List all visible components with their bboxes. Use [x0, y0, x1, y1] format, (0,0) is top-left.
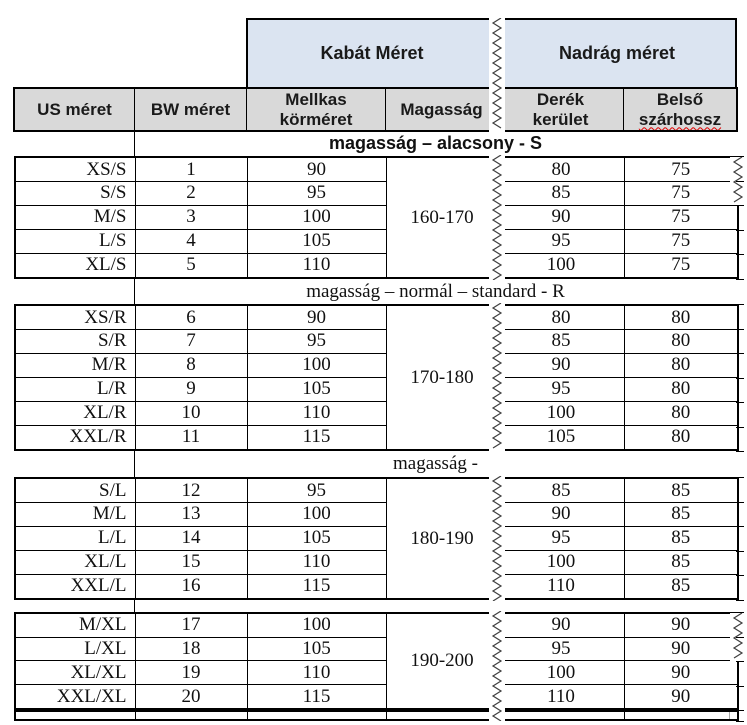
column-header-bw-label: BW méret: [150, 99, 231, 119]
row-border-tick: [736, 378, 744, 379]
row-border-tick: [736, 279, 744, 280]
size-row: [15, 401, 738, 425]
cell-bw-meret: 2: [135, 182, 247, 206]
cell-bw-meret: 1: [135, 157, 247, 182]
row-border-tick: [736, 402, 744, 403]
cell-derek-kerulet: 90: [498, 503, 624, 527]
cell-mellkas-kormeret: 105: [247, 526, 386, 550]
cell-bw-meret: 10: [135, 401, 247, 425]
size-row: [15, 229, 738, 253]
cell-us-meret: XL/R: [15, 401, 135, 425]
row-border-tick: [736, 205, 744, 206]
cell-derek-kerulet: 100: [498, 550, 624, 574]
cell-belso-szarhossz: 90: [624, 613, 738, 637]
column-header-us-meret: [14, 88, 135, 131]
section-label-row: [134, 600, 737, 612]
row-border-tick: [736, 661, 744, 662]
cell-belso-szarhossz: 80: [624, 305, 738, 330]
row-border-tick: [736, 710, 744, 711]
cell-us-meret: S/L: [15, 478, 135, 503]
cell-derek-kerulet: 105: [498, 425, 624, 450]
cell-belso-szarhossz: 80: [624, 401, 738, 425]
cell-bw-meret: 8: [135, 353, 247, 377]
cell-us-meret: XXL/R: [15, 425, 135, 450]
column-header-derek-line1: Derék: [536, 89, 585, 109]
column-divider-line: [134, 131, 135, 156]
cell-us-meret: XS/R: [15, 305, 135, 330]
row-border-tick: [736, 477, 744, 478]
cell-us-meret: XS/S: [15, 157, 135, 182]
row-border-tick: [736, 230, 744, 231]
size-row: [15, 425, 738, 450]
empty-cell: [15, 711, 135, 720]
cell-bw-meret: 14: [135, 526, 247, 550]
size-row: [15, 613, 738, 637]
row-border-tick: [736, 502, 744, 503]
cell-mellkas-kormeret: 105: [247, 377, 386, 401]
cell-derek-kerulet: 110: [498, 574, 624, 599]
row-border-tick: [736, 686, 744, 687]
cell-derek-kerulet: 85: [498, 478, 624, 503]
column-divider-line: [134, 600, 135, 612]
cell-derek-kerulet: 95: [498, 229, 624, 253]
cell-mellkas-kormeret: 105: [247, 229, 386, 253]
size-row: [15, 685, 738, 709]
cell-derek-kerulet: 95: [498, 637, 624, 661]
cell-us-meret: M/R: [15, 353, 135, 377]
empty-cell: [498, 711, 624, 720]
row-border-tick: [736, 254, 744, 255]
column-divider-line: [134, 451, 135, 477]
column-header-magassag-label: Magasság: [400, 99, 483, 119]
cell-belso-szarhossz: 85: [624, 478, 738, 503]
empty-cell: [386, 711, 498, 720]
column-divider-line: [134, 279, 135, 304]
cell-bw-meret: 19: [135, 661, 247, 685]
section-label-row: magasság – normál – standard - R: [306, 280, 565, 302]
cell-us-meret: XL/XL: [15, 661, 135, 685]
cell-belso-szarhossz: 80: [624, 377, 738, 401]
cell-bw-meret: 18: [135, 637, 247, 661]
size-row: [15, 182, 738, 206]
cell-mellkas-kormeret: 110: [247, 253, 386, 278]
cell-belso-szarhossz: 80: [624, 330, 738, 354]
empty-cell: [624, 711, 738, 720]
cell-mellkas-kormeret: 100: [247, 503, 386, 527]
row-border-tick: [736, 575, 744, 576]
cell-mellkas-kormeret: 115: [247, 574, 386, 599]
column-header-us-label: US méret: [37, 99, 112, 119]
cell-us-meret: XXL/L: [15, 574, 135, 599]
size-row: [15, 574, 738, 599]
row-border-tick: [736, 329, 744, 330]
row-border-tick: [736, 551, 744, 552]
cell-derek-kerulet: 80: [498, 157, 624, 182]
cell-mellkas-kormeret: 90: [247, 305, 386, 330]
cell-bw-meret: 6: [135, 305, 247, 330]
row-border-tick: [736, 181, 744, 182]
column-header-derek-kerulet: [497, 88, 624, 131]
cell-derek-kerulet: 95: [498, 377, 624, 401]
cell-mellkas-kormeret: 90: [247, 157, 386, 182]
cell-bw-meret: 7: [135, 330, 247, 354]
section-label-row: magasság -: [393, 453, 478, 474]
cell-belso-szarhossz: 85: [624, 503, 738, 527]
group-header-trouser-size: [497, 18, 737, 89]
size-row: [15, 330, 738, 354]
row-border-tick: [736, 304, 744, 305]
size-row: [15, 253, 738, 278]
cell-belso-szarhossz: 75: [624, 253, 738, 278]
cell-derek-kerulet: 95: [498, 526, 624, 550]
cell-us-meret: L/S: [15, 229, 135, 253]
column-header-mellkas-kormeret: [246, 88, 386, 131]
group-header-jacket-label: Kabát Méret: [320, 43, 424, 63]
cell-belso-szarhossz: 75: [624, 157, 738, 182]
size-row: [15, 205, 738, 229]
size-row: [15, 377, 738, 401]
column-header-belso-szarhossz: [623, 88, 737, 131]
column-header-magassag: [385, 88, 498, 131]
cell-derek-kerulet: 85: [498, 330, 624, 354]
torn-edge-zigzag-center: [489, 303, 505, 452]
cell-mellkas-kormeret: 95: [247, 182, 386, 206]
cell-us-meret: L/L: [15, 526, 135, 550]
cell-mellkas-kormeret: 115: [247, 685, 386, 709]
section-label-row: magasság – alacsony - S: [328, 133, 543, 153]
cell-derek-kerulet: 90: [498, 205, 624, 229]
cell-derek-kerulet: 85: [498, 182, 624, 206]
cell-us-meret: XXL/XL: [15, 685, 135, 709]
cell-bw-meret: 17: [135, 613, 247, 637]
cell-magassag-range: 160-170: [386, 157, 498, 278]
cell-belso-szarhossz: 80: [624, 425, 738, 450]
cell-mellkas-kormeret: 100: [247, 613, 386, 637]
row-border-tick: [736, 353, 744, 354]
cell-belso-szarhossz: 85: [624, 550, 738, 574]
cell-us-meret: M/L: [15, 503, 135, 527]
cell-derek-kerulet: 110: [498, 685, 624, 709]
size-table-block: [14, 304, 739, 451]
torn-edge-zigzag-center: [489, 18, 505, 132]
torn-edge-zigzag-center: [489, 476, 505, 601]
cell-bw-meret: 3: [135, 205, 247, 229]
cell-derek-kerulet: 100: [498, 661, 624, 685]
cell-magassag-range: 190-200: [386, 613, 498, 709]
cell-mellkas-kormeret: 95: [247, 478, 386, 503]
column-header-mellkas-line2: körméret: [279, 109, 353, 129]
empty-row: [15, 711, 738, 720]
size-row: [15, 637, 738, 661]
cell-mellkas-kormeret: 110: [247, 550, 386, 574]
cell-mellkas-kormeret: 100: [247, 205, 386, 229]
cell-us-meret: XL/L: [15, 550, 135, 574]
cell-mellkas-kormeret: 110: [247, 401, 386, 425]
row-border-tick: [736, 600, 744, 601]
row-border-tick: [736, 427, 744, 428]
cell-us-meret: S/S: [15, 182, 135, 206]
size-row: [15, 526, 738, 550]
cell-belso-szarhossz: 90: [624, 661, 738, 685]
cell-belso-szarhossz: 85: [624, 574, 738, 599]
cell-us-meret: L/XL: [15, 637, 135, 661]
size-row: [15, 550, 738, 574]
cell-mellkas-kormeret: 105: [247, 637, 386, 661]
size-row: [15, 661, 738, 685]
size-table-block: [14, 477, 739, 600]
cell-bw-meret: 16: [135, 574, 247, 599]
cell-bw-meret: 13: [135, 503, 247, 527]
cell-bw-meret: 9: [135, 377, 247, 401]
cell-derek-kerulet: 80: [498, 305, 624, 330]
cell-us-meret: XL/S: [15, 253, 135, 278]
torn-edge-zigzag-center: [489, 155, 505, 280]
size-row: [15, 478, 738, 503]
row-border-tick: [736, 721, 744, 722]
column-header-mellkas-line1: Mellkas: [285, 89, 347, 109]
group-header-jacket-size: [246, 18, 498, 89]
size-table-block: [14, 156, 739, 279]
cell-derek-kerulet: 100: [498, 401, 624, 425]
column-header-derek-line2: kerület: [532, 109, 589, 129]
cell-bw-meret: 15: [135, 550, 247, 574]
row-border-tick: [736, 451, 744, 452]
cell-bw-meret: 20: [135, 685, 247, 709]
column-header-belso-line2-spellcheck: szárhossz: [638, 109, 722, 129]
cell-magassag-range: 180-190: [386, 478, 498, 599]
group-header-trouser-label: Nadrág méret: [558, 43, 676, 63]
row-border-tick: [736, 156, 744, 157]
cell-bw-meret: 5: [135, 253, 247, 278]
torn-edge-zigzag-center: [489, 611, 505, 721]
cell-belso-szarhossz: 80: [624, 353, 738, 377]
size-row: [15, 353, 738, 377]
column-header-belso-line1: Belső: [656, 89, 704, 109]
size-row: [15, 305, 738, 330]
row-border-tick: [736, 526, 744, 527]
cell-us-meret: S/R: [15, 330, 135, 354]
cell-belso-szarhossz: 90: [624, 685, 738, 709]
cell-belso-szarhossz: 75: [624, 229, 738, 253]
cell-derek-kerulet: 90: [498, 613, 624, 637]
empty-cell: [135, 711, 247, 720]
cell-belso-szarhossz: 75: [624, 182, 738, 206]
cell-bw-meret: 12: [135, 478, 247, 503]
size-row: [15, 157, 738, 182]
cell-mellkas-kormeret: 115: [247, 425, 386, 450]
column-header-bw-meret: [134, 88, 247, 131]
cell-us-meret: M/XL: [15, 613, 135, 637]
empty-cell: [247, 711, 386, 720]
cell-belso-szarhossz: 90: [624, 637, 738, 661]
cell-derek-kerulet: 90: [498, 353, 624, 377]
row-border-tick: [736, 637, 744, 638]
cell-us-meret: M/S: [15, 205, 135, 229]
row-border-tick: [736, 612, 744, 613]
cell-bw-meret: 11: [135, 425, 247, 450]
cell-derek-kerulet: 100: [498, 253, 624, 278]
cell-belso-szarhossz: 85: [624, 526, 738, 550]
cell-bw-meret: 4: [135, 229, 247, 253]
cell-us-meret: L/R: [15, 377, 135, 401]
cell-mellkas-kormeret: 100: [247, 353, 386, 377]
size-table-block: [14, 612, 739, 710]
empty-bottom-row: [14, 710, 739, 721]
cell-mellkas-kormeret: 95: [247, 330, 386, 354]
cell-mellkas-kormeret: 110: [247, 661, 386, 685]
size-row: [15, 503, 738, 527]
cell-belso-szarhossz: 75: [624, 205, 738, 229]
cell-magassag-range: 170-180: [386, 305, 498, 450]
